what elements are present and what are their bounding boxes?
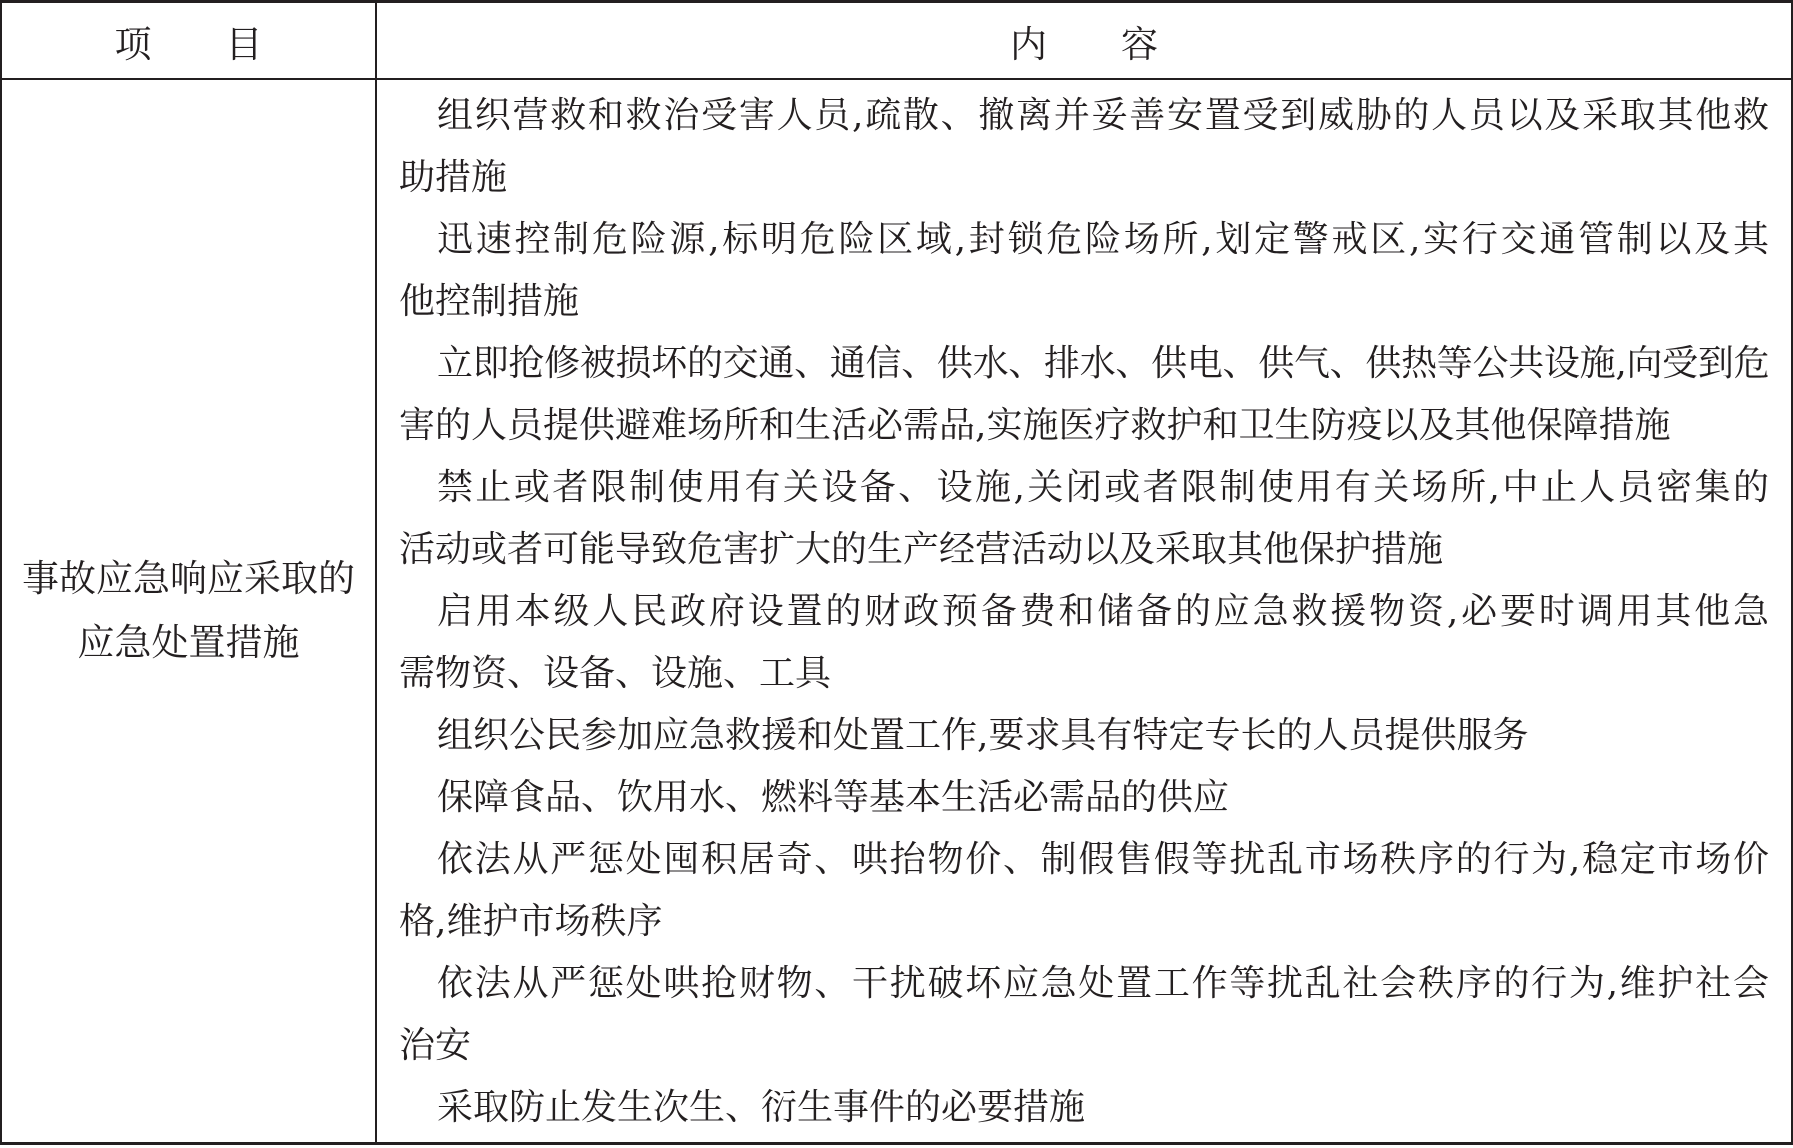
header-content: 内 容 (1010, 22, 1158, 66)
content-line: 活动或者可能导致危害扩大的生产经营活动以及采取其他保护措施 (399, 529, 1444, 570)
content-paragraph-8 (399, 829, 1769, 953)
content-line: 格,维护市场秩序 (399, 901, 663, 942)
content-paragraph-5 (399, 581, 1769, 705)
content-paragraph-7 (399, 767, 1769, 829)
table-column-divider (375, 0, 377, 1145)
content-line: 禁止或者限制使用有关设备、设施,关闭或者限制使用有关场所,中止人员密集的 (437, 467, 1769, 508)
content-line: 迅速控制危险源,标明危险区域,封锁危险场所,划定警戒区,实行交通管制以及其 (437, 219, 1769, 260)
content-line: 依法从严惩处囤积居奇、哄抬物价、制假售假等扰乱市场秩序的行为,稳定市场价 (437, 839, 1769, 880)
content-cell (399, 85, 1769, 1139)
content-line: 立即抢修被损坏的交通、通信、供水、排水、供电、供气、供热等公共设施,向受到危 (437, 343, 1769, 384)
content-line: 依法从严惩处哄抢财物、干扰破坏应急处置工作等扰乱社会秩序的行为,维护社会 (437, 963, 1769, 1004)
content-line: 采取防止发生次生、衍生事件的必要措施 (437, 1087, 1086, 1128)
content-paragraph-4 (399, 457, 1769, 581)
content-line: 他控制措施 (399, 281, 580, 322)
content-paragraph-6 (399, 705, 1769, 767)
content-line: 害的人员提供避难场所和生活必需品,实施医疗救护和卫生防疫以及其他保障措施 (399, 405, 1671, 446)
content-line: 组织营救和救治受害人员,疏散、撤离并妥善安置受到威胁的人员以及采取其他救 (437, 95, 1769, 136)
item-label-line: 事故应急响应采取的 (22, 557, 355, 600)
item-cell (2, 80, 375, 1142)
item-label-line: 应急处置措施 (77, 621, 300, 664)
content-paragraph-2 (399, 209, 1769, 333)
content-line: 组织公民参加应急救援和处置工作,要求具有特定专长的人员提供服务 (437, 715, 1529, 756)
content-line: 助措施 (399, 157, 508, 198)
content-line: 治安 (399, 1025, 472, 1066)
content-paragraph-10 (399, 1077, 1769, 1139)
content-paragraph-9 (399, 953, 1769, 1077)
content-paragraph-3 (399, 333, 1769, 457)
table-bottom-rule (0, 1142, 1793, 1145)
content-paragraph-1 (399, 85, 1769, 209)
content-line: 启用本级人民政府设置的财政预备费和储备的应急救援物资,必要时调用其他急 (437, 591, 1769, 632)
content-line: 需物资、设备、设施、工具 (399, 653, 832, 694)
content-line: 保障食品、饮用水、燃料等基本生活必需品的供应 (437, 777, 1230, 818)
header-item: 项 目 (114, 22, 263, 66)
